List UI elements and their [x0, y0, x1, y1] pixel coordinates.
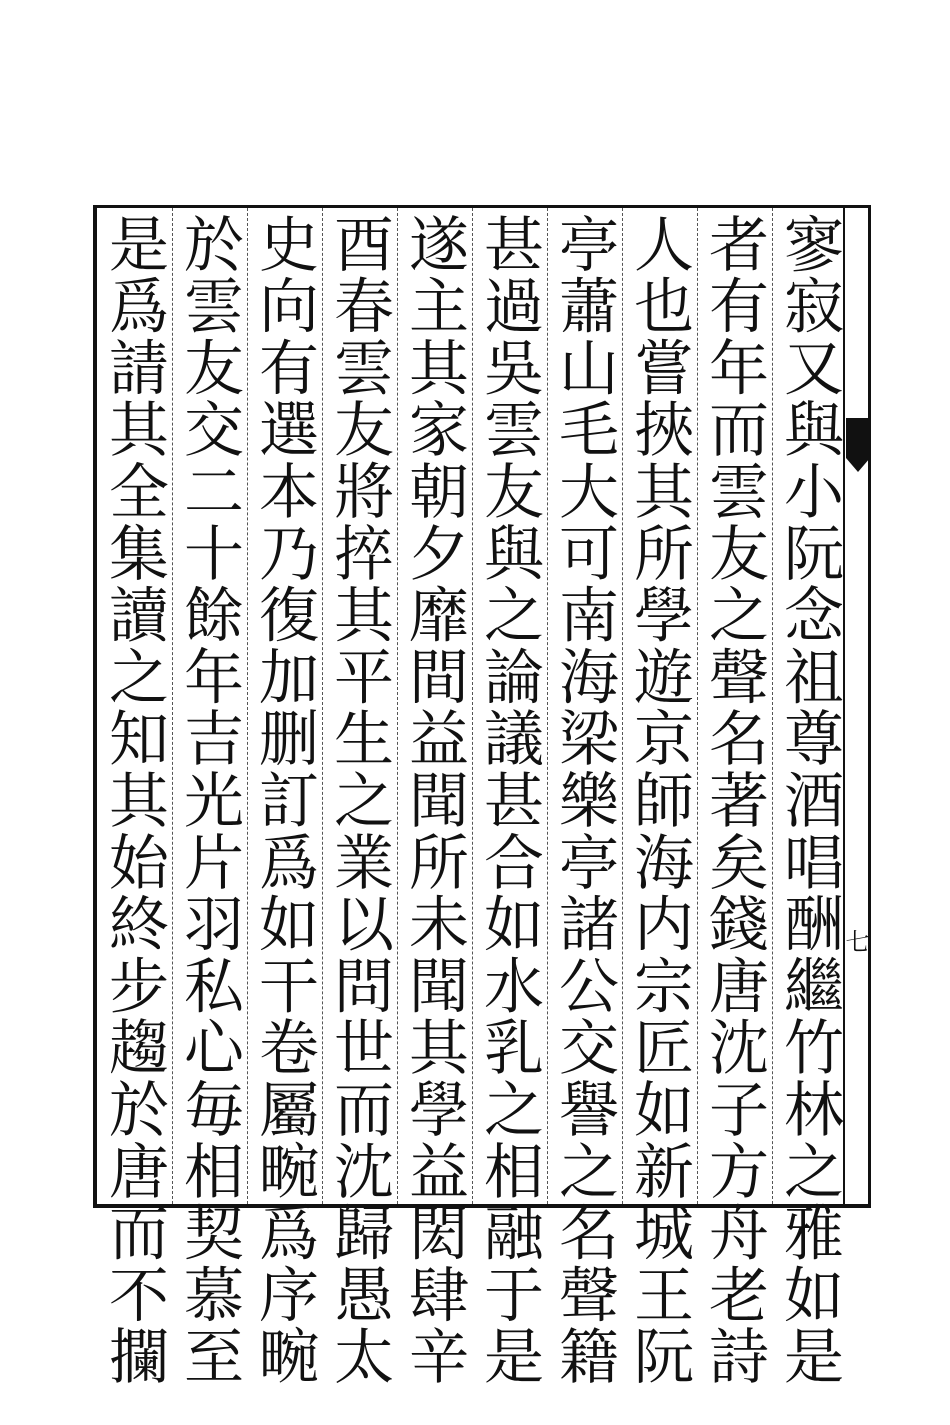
text-column-3: [624, 213, 694, 1388]
column-text: 亭蕭山毛大可南海梁樂亭諸公交譽之名聲籍: [549, 213, 619, 1388]
text-column-9: [174, 213, 244, 1388]
column-text: 者有年而雲友之聲名著矣錢唐沈子方舟老詩: [699, 213, 769, 1388]
column-text: 甚過吳雲友與之論議甚合如水乳之相融于是: [474, 213, 544, 1388]
fish-tail-mark: [846, 418, 870, 458]
text-column-7: [324, 213, 394, 1388]
text-column-2: [699, 213, 769, 1388]
fold-margin: [845, 205, 870, 1208]
column-text: 人也嘗挾其所學遊京師海内宗匠如新城王阮: [624, 213, 694, 1388]
outer-border-line: [868, 205, 871, 1208]
text-column-10: [99, 213, 169, 1388]
column-text: 遂主其家朝夕靡間益聞所未聞其學益閎肆辛: [399, 213, 469, 1388]
text-column-5: [474, 213, 544, 1388]
text-column-6: [399, 213, 469, 1388]
column-text: 酉春雲友將捽其平生之業以問世而沈歸愚太: [324, 213, 394, 1388]
column-text: 史向有選本乃復加删訂爲如干卷屬畹爲序畹: [249, 213, 319, 1388]
text-column-4: [549, 213, 619, 1388]
text-column-1: [774, 213, 844, 1388]
column-text: 是爲請其全集讀之知其始終步趨於唐而不攔: [99, 213, 169, 1388]
leaf-number: 七: [845, 928, 870, 956]
text-column-8: [249, 213, 319, 1388]
column-text: 於雲友交二十餘年吉光片羽私心毎相契慕至: [174, 213, 244, 1388]
column-text: 寥寂又與小阮念祖尊酒唱酬繼竹林之雅如是: [774, 213, 844, 1388]
